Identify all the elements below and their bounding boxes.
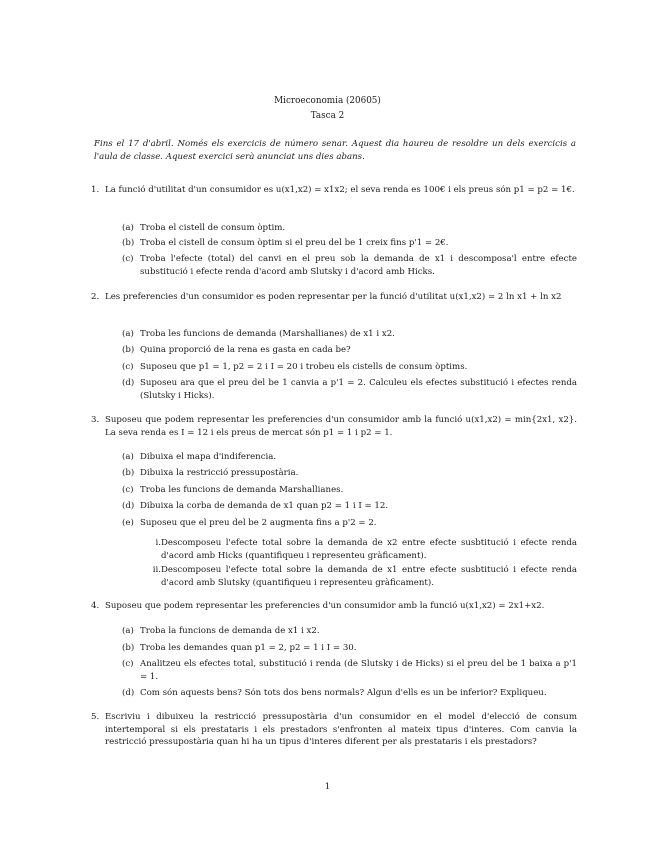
exercise-item bbox=[122, 237, 577, 250]
item-label: (c) bbox=[122, 659, 134, 669]
exercise-item bbox=[122, 500, 577, 513]
item-label: (b) bbox=[122, 643, 135, 653]
item-text: Suposeu que el preu del be 2 augmenta fins a p'2 = 2. bbox=[140, 518, 377, 528]
exercise-text: Escriviu i dibuixeu la restricció pressupostària d'un consumidor en el model d'elecció de consum intertemporal si els prestataris i els prestadors s'enfronten al mateix tipus d'interes. Com canvia la restricció pressupostària quan hi ha un tipus d'interes diferent per als prestataris i els prestadors? bbox=[105, 712, 577, 748]
intro-instruction: Només els exercicis de número senar. bbox=[177, 139, 348, 149]
item-text: Quina proporció de la rena es gasta en cada be? bbox=[140, 345, 351, 355]
item-text: Suposeu ara que el preu del be 1 canvia a p'1 = 2. Calculeu els efectes substitució i efectes renda (Slutsky i Hicks). bbox=[140, 378, 577, 401]
item-text: Troba la funcions de demanda de x1 i x2. bbox=[140, 626, 320, 636]
item-label: (a) bbox=[122, 452, 134, 462]
exercise-item bbox=[122, 625, 577, 638]
item-label: (c) bbox=[122, 254, 134, 264]
item-text: Analitzeu els efectes total, substitució i renda (de Slutsky i de Hicks) si el preu del be 1 baixa a p'1 = 1. bbox=[140, 659, 577, 682]
exercise-number: 4. bbox=[91, 601, 100, 611]
exercise-item bbox=[122, 484, 577, 497]
item-label: (b) bbox=[122, 238, 135, 248]
item-text: Troba l'efecte (total) del canvi en el preu sob la demanda de x1 i descomposa'l entre efecte substitució i efecte renda d'acord amb Slutsky i d'acord amb Hicks. bbox=[140, 254, 577, 277]
item-label: (a) bbox=[122, 329, 134, 339]
exercise-5 bbox=[91, 711, 577, 749]
exercise-item bbox=[122, 253, 577, 278]
exercise-item bbox=[122, 344, 577, 357]
item-text: Troba el cistell de consum òptim. bbox=[140, 223, 286, 233]
item-label: (d) bbox=[122, 688, 135, 698]
exercise-item bbox=[122, 642, 577, 655]
item-label: (c) bbox=[122, 485, 134, 495]
exercise-number: 2. bbox=[91, 292, 100, 302]
exercise-3 bbox=[91, 414, 577, 439]
exercise-item bbox=[122, 222, 577, 235]
subitem-text: Descomposeu l'efecte total sobre la demanda de x2 entre efecte susbtitució i efecte renda d'acord amb Hicks (quantifiqueu i representeu gràficament). bbox=[161, 538, 577, 561]
exercise-2 bbox=[91, 291, 577, 304]
item-label: (b) bbox=[122, 345, 135, 355]
item-label: (d) bbox=[122, 501, 135, 511]
item-label: (a) bbox=[122, 223, 134, 233]
item-text: Com són aquests bens? Són tots dos bens normals? Algun d'ells es un be inferior? Expliqueu. bbox=[140, 688, 547, 698]
task-title: Tasca 2 bbox=[310, 111, 345, 121]
exercise-item bbox=[122, 658, 577, 683]
item-text: Dibuixa la corba de demanda de x1 quan p2 = 1 i I = 12. bbox=[140, 501, 389, 511]
exercise-number: 5. bbox=[91, 712, 100, 722]
exercise-4 bbox=[91, 600, 577, 613]
exercise-text: Suposeu que podem representar les preferencies d'un consumidor amb la funció u(x1,x2) = min{2x1, x2}. La seva renda es I = 12 i els preus de mercat són p1 = 1 i p2 = 1. bbox=[105, 415, 577, 438]
intro-deadline: Fins el 17 d'abril. bbox=[94, 139, 174, 149]
item-text: Dibuixa la restricció pressupostària. bbox=[140, 468, 299, 478]
exercise-1 bbox=[91, 184, 577, 197]
item-label: (d) bbox=[122, 378, 135, 388]
item-text: Troba les funcions de demanda Marshallianes. bbox=[140, 485, 344, 495]
item-text: Suposeu que p1 = 1, p2 = 2 i I = 20 i trobeu els cistells de consum òptims. bbox=[140, 362, 468, 372]
item-label: (b) bbox=[122, 468, 135, 478]
exercise-item bbox=[122, 517, 577, 530]
exercise-item bbox=[122, 467, 577, 480]
item-text: Troba el cistell de consum òptim si el preu del be 1 creix fins p'1 = 2€. bbox=[140, 238, 449, 248]
intro-paragraph bbox=[94, 138, 576, 163]
exercise-item bbox=[122, 361, 577, 374]
course-title: Microeconomia (20605) bbox=[274, 96, 381, 106]
item-text: Dibuixa el mapa d'indiferencia. bbox=[140, 452, 277, 462]
exercise-item bbox=[122, 377, 577, 402]
exercise-number: 1. bbox=[91, 185, 100, 195]
intro-rest: Aquest dia haureu de resoldre un dels exercicis a l'aula de classe. Aquest exercici serà anunciat uns dies abans. bbox=[94, 139, 577, 162]
exercise-subitem bbox=[147, 537, 577, 562]
subitem-text: Descomposeu l'efecte total sobre la demanda de x1 entre efecte susbtitució i efecte renda d'acord amb Slutsky (quantifiqueu i representeu gràficament). bbox=[161, 565, 577, 588]
exercise-text: Suposeu que podem representar les preferencies d'un consumidor amb la funció u(x1,x2) = 2x1+x2. bbox=[105, 601, 545, 611]
subitem-label: i. bbox=[155, 538, 161, 548]
item-label: (e) bbox=[122, 518, 134, 528]
exercise-subitem bbox=[147, 564, 577, 589]
exercise-item bbox=[122, 451, 577, 464]
exercise-text: La funció d'utilitat d'un consumidor es u(x1,x2) = x1x2; el seva renda es 100€ i els preus són p1 = p2 = 1€. bbox=[105, 185, 575, 195]
exercise-item bbox=[122, 328, 577, 341]
item-label: (a) bbox=[122, 626, 134, 636]
exercise-number: 3. bbox=[91, 415, 100, 425]
exercise-text: Les preferencies d'un consumidor es poden representar per la funció d'utilitat u(x1,x2) = 2 ln x1 + ln x2 bbox=[105, 292, 562, 302]
item-text: Troba les demandes quan p1 = 2, p2 = 1 i I = 30. bbox=[140, 643, 357, 653]
item-label: (c) bbox=[122, 362, 134, 372]
item-text: Troba les funcions de demanda (Marshallianes) de x1 i x2. bbox=[140, 329, 395, 339]
exercise-item bbox=[122, 687, 577, 700]
subitem-label: ii. bbox=[152, 565, 161, 575]
page-number: 1 bbox=[324, 782, 331, 792]
